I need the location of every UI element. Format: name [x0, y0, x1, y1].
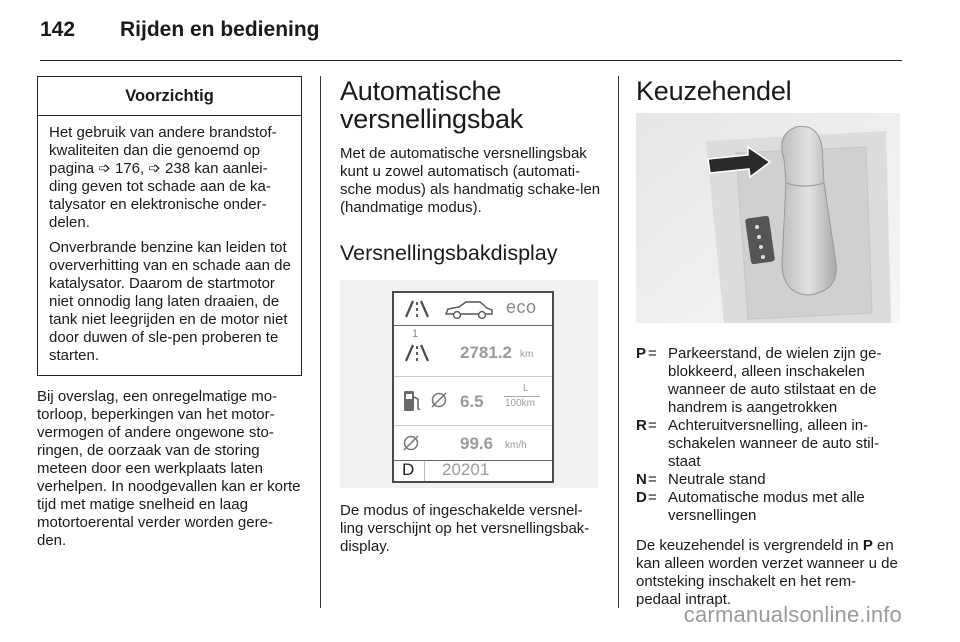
- speed-unit: km/h: [505, 440, 527, 451]
- page-title: Rijden en bediening: [120, 18, 320, 41]
- eco-label: eco: [506, 297, 537, 317]
- equals-sign: =: [648, 471, 657, 488]
- consumption-unit-line: [504, 396, 540, 397]
- caution-paragraph-1: Het gebruik van andere brandstof-kwaliteiten dan die genoemd op pagina ➩ 176, ➩ 238 kan aanlei-ding geven tot schade aan de ka-talysator en elektronische onder-delen.: [49, 124, 277, 231]
- page-header: [40, 18, 902, 52]
- consumption-value: 6.5: [460, 392, 484, 411]
- fault-paragraph: Bij overslag, een onregelmatige mo-torloop, beperkingen van het motor-vermogen of andere ongewone sto-ringen, de oorzaak van de storing meteen door een werkplaats laten verhelpen. In noodgevallen kan er korte tijd met matige snelheid en laag motortoerental verder worden gere-den.: [37, 388, 301, 549]
- instrument-display: [392, 291, 554, 483]
- odometer-unit: km: [520, 349, 534, 360]
- display-caption: De modus of ingeschakelde versnel-ling verschijnt op het versnellingsbak-display.: [340, 502, 590, 555]
- list-item: [636, 489, 900, 525]
- position-key-p: P: [636, 345, 647, 362]
- lock-note-post: en kan alleen worden verzet wanneer u de ontsteking inschakelt en het rem-pedaal intrapt.: [636, 537, 898, 608]
- selector-positions-list: [636, 345, 900, 525]
- lock-note-pre: De keuzehendel is vergrendeld in: [636, 537, 863, 554]
- position-key-d: D: [636, 489, 647, 506]
- list-item: [636, 471, 900, 489]
- road-icon: [402, 300, 432, 318]
- list-item: [636, 345, 900, 417]
- position-desc-d: Automatische modus met alle versnellingen: [668, 489, 865, 524]
- caution-box: [37, 76, 302, 376]
- equals-sign: =: [648, 417, 657, 434]
- column-2: [340, 76, 602, 556]
- position-key-n: N: [636, 471, 647, 488]
- position-desc-r: Achteruitversnelling, alleen in-schakelen wanneer de auto stil-staat: [668, 417, 879, 470]
- column-divider-2: [618, 76, 619, 608]
- section-title-selector-lever: Keuzehendel: [636, 76, 792, 106]
- lock-note: [636, 537, 900, 609]
- lock-note-key: P: [862, 537, 873, 554]
- equals-sign: =: [648, 489, 657, 506]
- consumption-unit-top: L: [523, 383, 529, 394]
- column-1: [37, 76, 302, 550]
- car-icon: [444, 300, 494, 320]
- odometer-value: 2781.2: [460, 343, 512, 362]
- consumption-unit-bottom: 100km: [505, 398, 536, 409]
- list-item: [636, 417, 900, 471]
- gear-divider: [424, 461, 425, 481]
- automatic-intro: Met de automatische versnellingsbak kunt u zowel automatisch (automati-sche modus) als handmatig schake-len (handmatige modus).: [340, 145, 601, 216]
- position-key-r: R: [636, 417, 647, 434]
- column-divider-1: [320, 76, 321, 608]
- section-title-automatic-transmission: Automatische versnellingsbak: [340, 76, 524, 134]
- gear-number: 1: [412, 328, 419, 340]
- header-divider: [40, 60, 902, 61]
- equals-sign: =: [648, 345, 657, 362]
- average-icon: [402, 434, 420, 452]
- column-3: [636, 76, 900, 609]
- average-icon: [430, 391, 448, 409]
- transmission-display-illustration: [340, 280, 598, 488]
- road-icon: [402, 344, 432, 362]
- speed-value: 99.6: [460, 434, 494, 453]
- position-desc-p: Parkeerstand, de wielen zijn ge-blokkeerd, alleen inschakelen wanneer de auto stilstaat en de handrem is aangetrokken: [668, 345, 882, 416]
- gear-lever-image: [636, 113, 900, 323]
- page-number: 142: [40, 18, 76, 41]
- caution-paragraph-2: Onverbrande benzine kan leiden tot oververhitting van en schade aan de katalysator. Daarom de startmotor niet onnodig lang laten draaien, de tank niet leegrijden en de motor niet door duwen of sle-pen proberen te starten.: [49, 239, 291, 364]
- section-title-transmission-display: Versnellingsbakdisplay: [340, 241, 558, 265]
- watermark: carmanualsonline.info: [683, 602, 902, 627]
- mileage-value: 20201: [442, 460, 490, 479]
- selector-lever-illustration: [636, 113, 900, 323]
- gear-indicator: D: [402, 460, 415, 479]
- caution-title: Voorzichtig: [38, 77, 301, 116]
- position-desc-n: Neutrale stand: [668, 471, 766, 488]
- fuel-pump-icon: [402, 389, 422, 413]
